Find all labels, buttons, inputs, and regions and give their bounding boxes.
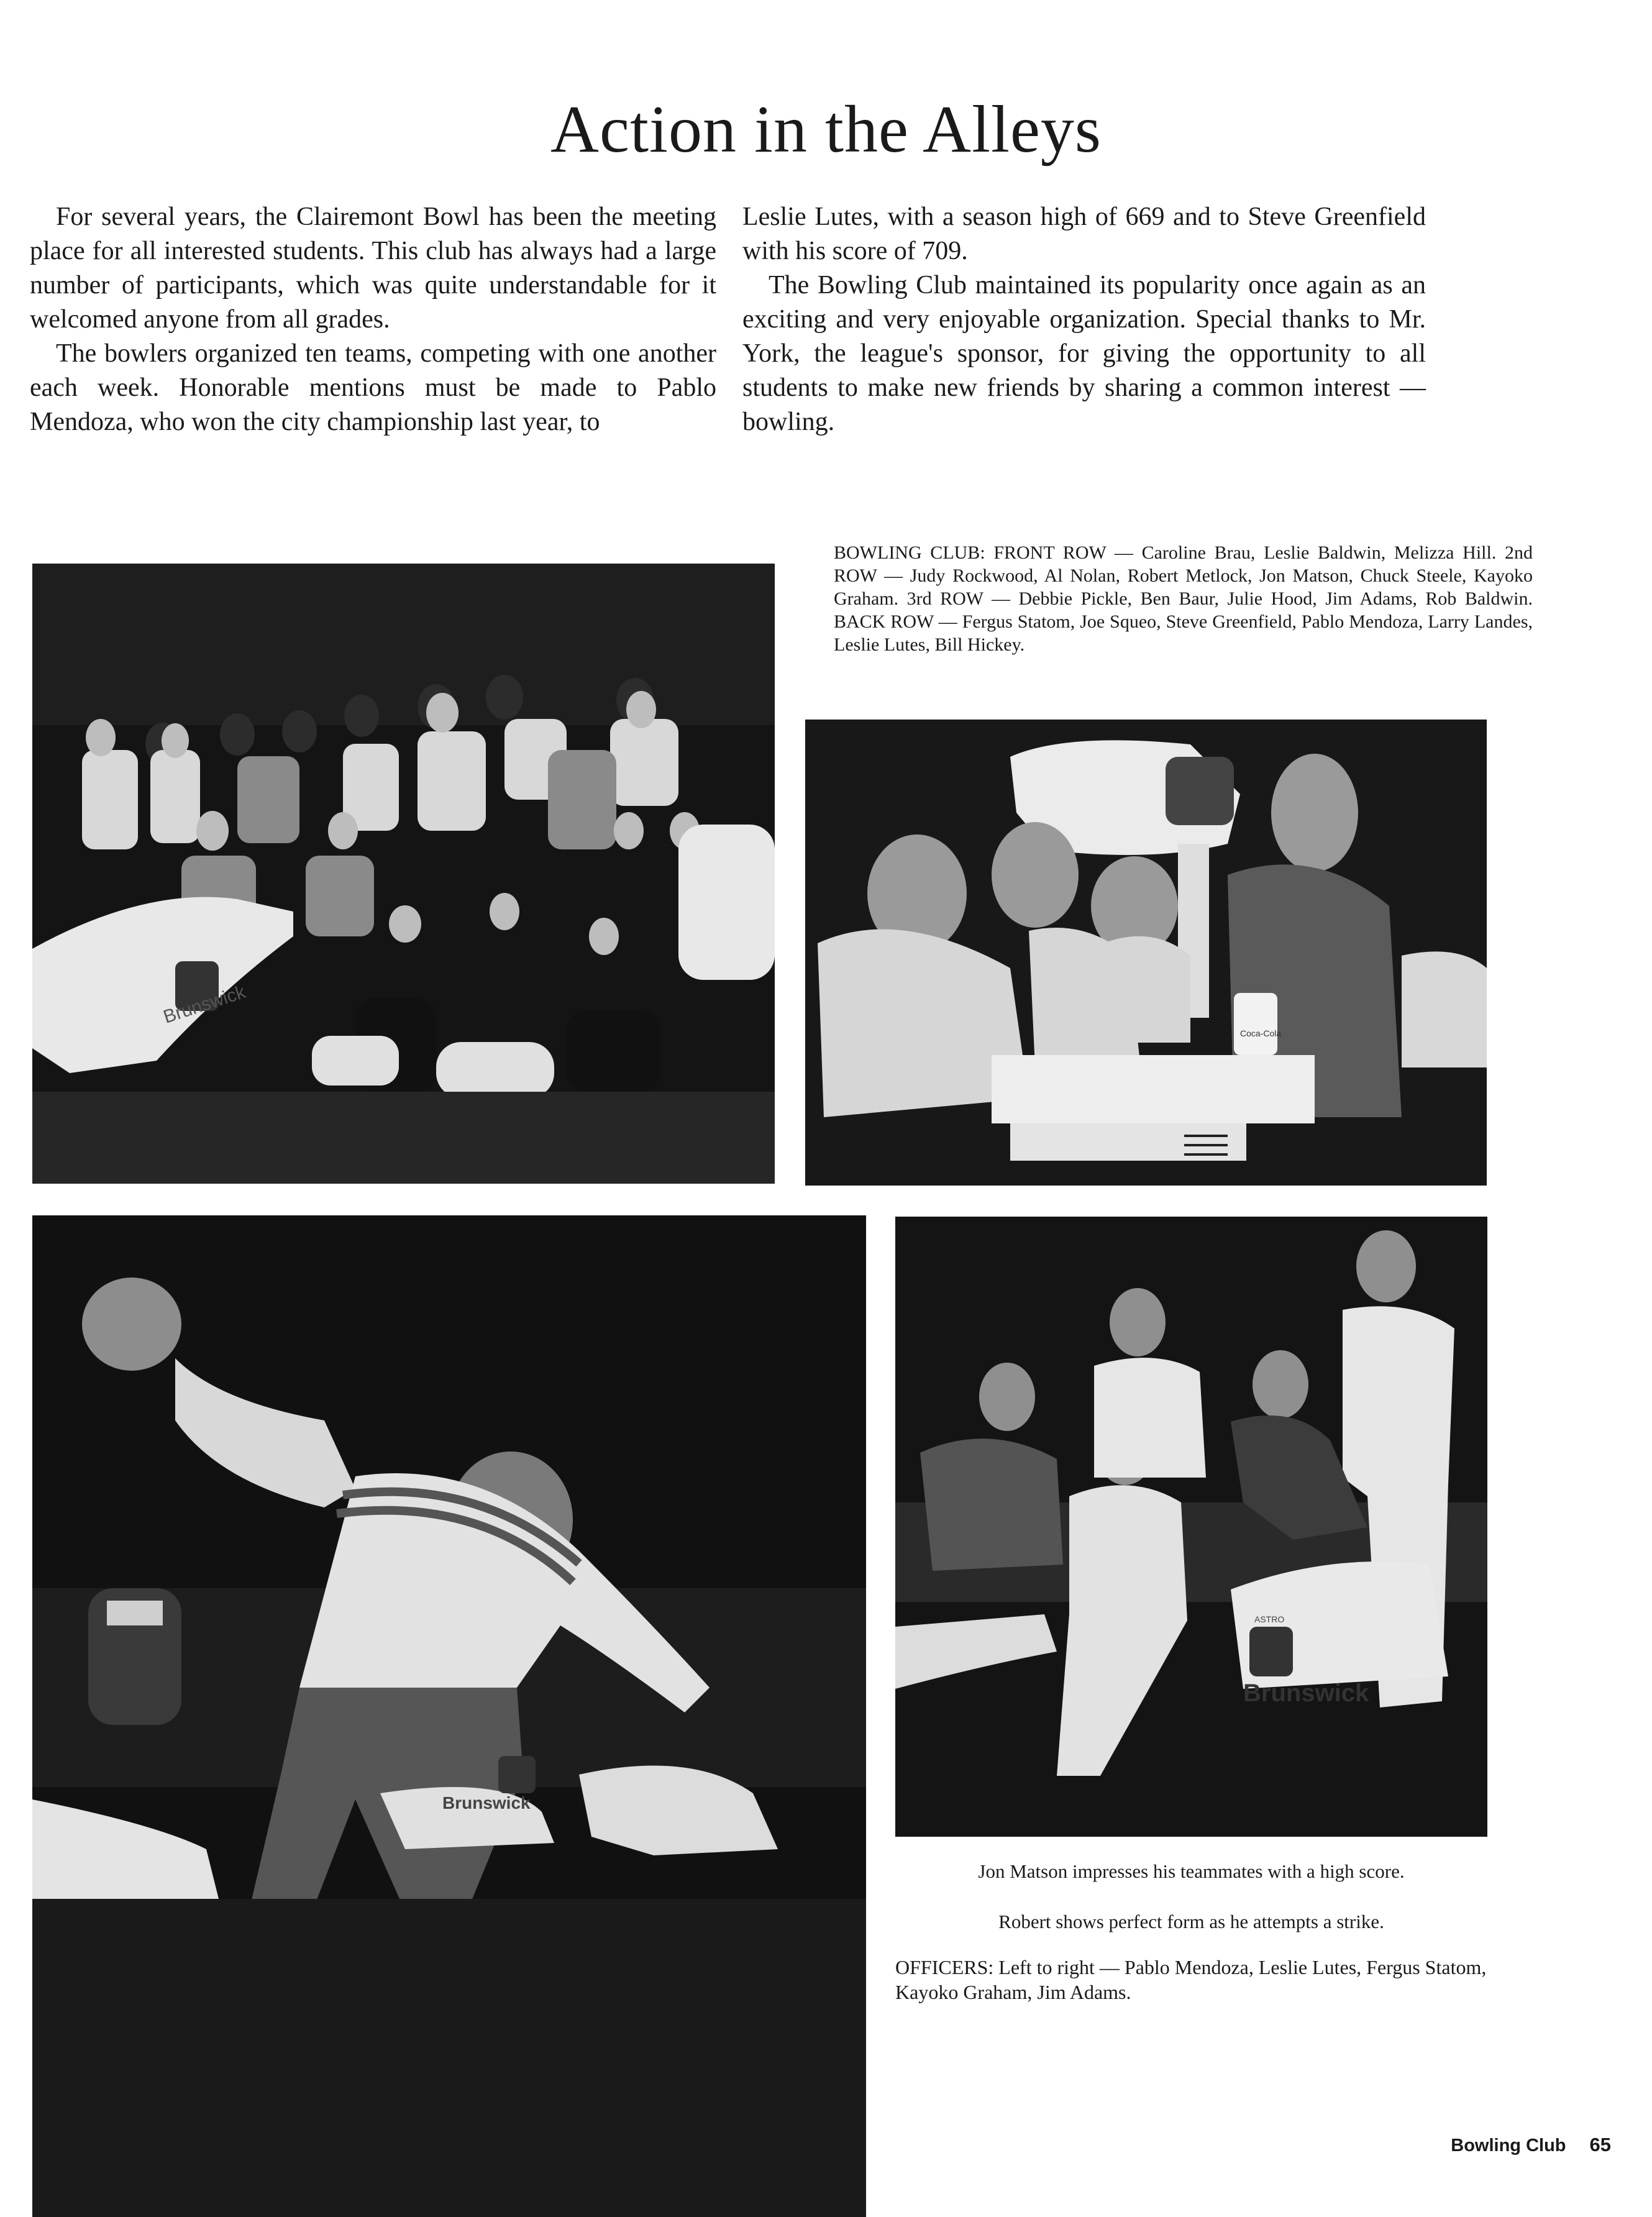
- section-name: Bowling Club: [1451, 2136, 1566, 2155]
- intro-paragraph: The Bowling Club maintained its popularity once again as an exciting and very enjoyable organization. Special thanks to Mr. York, the league's sponsor, for giving the opportunity to all students to make new friends by sharing a common interest — bowling.: [742, 271, 1426, 436]
- intro-column-right: [742, 200, 1426, 439]
- page-title: Action in the Alleys: [550, 93, 1102, 167]
- intro-paragraph: Leslie Lutes, with a season high of 669 and to Steve Greenfield with his score of 709.: [742, 203, 1426, 265]
- intro-paragraph: For several years, the Clairemont Bowl has been the meeting place for all interested students. This club has always had a large number of participants, which was quite understandable for it welcomed anyone from all grades.: [30, 203, 716, 334]
- club-group-photo: [32, 564, 775, 1184]
- jon-matson-caption: Jon Matson impresses his teammates with a high score.: [978, 1860, 1405, 1882]
- intro-paragraph: The bowlers organized ten teams, competing with one another each week. Honorable mentions must be made to Pablo Mendoza, who won the city championship last year, to: [30, 339, 716, 436]
- brunswick-logo-text: Brunswick: [1243, 1680, 1369, 1707]
- club-roster-caption: BOWLING CLUB: FRONT ROW — Caroline Brau, Leslie Baldwin, Melizza Hill. 2nd ROW — Judy Rockwood, Al Nolan, Robert Metlock, Jon Matson, Chuck Steele, Kayoko Graham. 3rd ROW — Debbie Pickle, Ben Baur, Julie Hood, Jim Adams, Rob Baldwin. BACK ROW — Fergus Statom, Joe Squeo, Steve Greenfield, Pablo Mendoza, Larry Landes, Leslie Lutes, Bill Hickey.: [834, 542, 1533, 655]
- cup-logo-text: Coca-Cola: [1240, 1028, 1282, 1038]
- bowler-action-photo: [32, 1215, 866, 2217]
- page-folio: [1444, 2134, 1611, 2156]
- officers-photo: [895, 1217, 1487, 1837]
- page-number: 65: [1589, 2134, 1611, 2155]
- brunswick-logo-text: Brunswick: [442, 1793, 531, 1812]
- officers-caption: OFFICERS: Left to right — Pablo Mendoza, Leslie Lutes, Fergus Statom, Kayoko Graham, Jim Adams.: [895, 1956, 1487, 2003]
- brunswick-logo-text: Brunswick: [160, 982, 249, 1028]
- intro-column-left: [30, 200, 716, 439]
- astro-logo-text: ASTRO: [1254, 1614, 1285, 1624]
- scorers-table-photo: [805, 720, 1487, 1186]
- robert-caption: Robert shows perfect form as he attempts a strike.: [998, 1911, 1384, 1932]
